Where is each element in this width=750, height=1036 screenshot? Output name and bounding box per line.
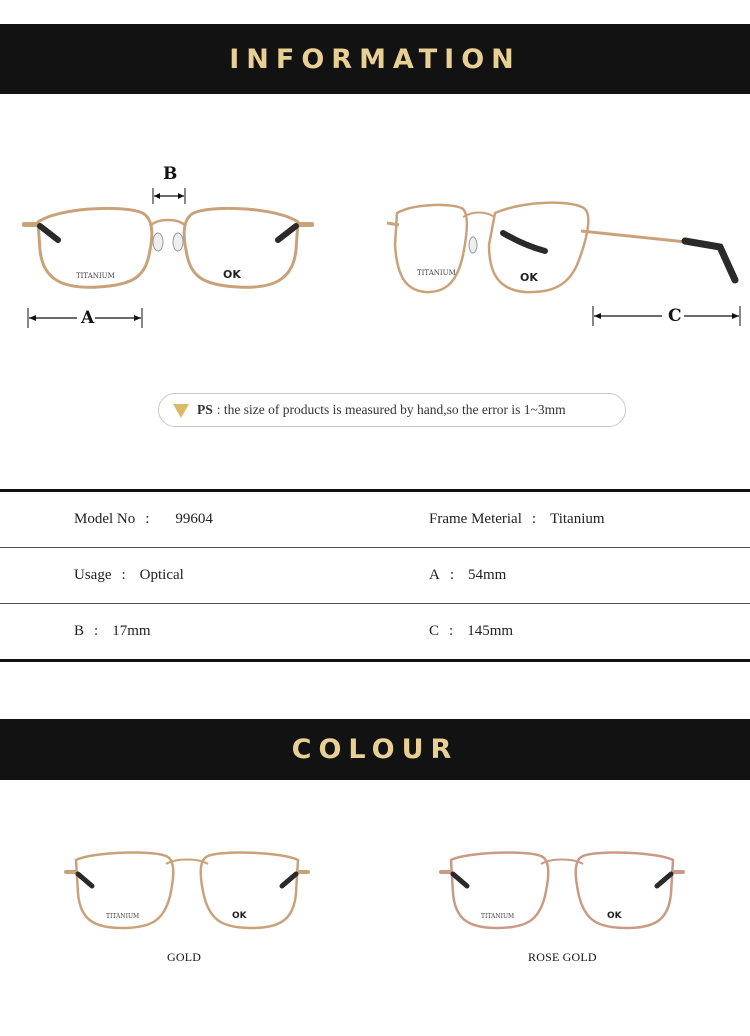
spec-model-no: Model No : 99604 — [74, 511, 213, 527]
spec-usage: Usage : Optical — [74, 567, 184, 583]
colour-banner — [0, 719, 750, 780]
dimension-c-arrow — [592, 306, 742, 326]
side-logo-mark: OK — [520, 271, 538, 284]
table-row — [0, 604, 750, 659]
information-banner — [0, 24, 750, 94]
spec-value: 99604 — [175, 511, 213, 527]
information-title: INFORMATION — [229, 43, 521, 75]
gold-glasses-image[interactable] — [62, 848, 312, 938]
temple-brand-text: TITANIUM — [76, 272, 115, 280]
spec-key: Model No — [74, 511, 136, 527]
warning-icon — [173, 404, 189, 418]
spec-value: 145mm — [467, 623, 514, 639]
spec-table — [0, 489, 750, 662]
measurement-note — [158, 393, 626, 427]
side-view-glasses — [385, 195, 745, 305]
spec-value: Optical — [139, 567, 184, 583]
spec-key: Frame Meterial — [429, 511, 522, 527]
spec-a: A : 54mm — [429, 567, 507, 583]
spec-key: Usage — [74, 567, 112, 583]
spec-value: 54mm — [468, 567, 507, 583]
spec-key: A — [429, 567, 440, 583]
note-text: : the size of products is measured by hand,so the error is 1~3mm — [216, 402, 566, 417]
spec-value: Titanium — [550, 511, 605, 527]
spec-c: C : 145mm — [429, 623, 514, 639]
spec-key: C — [429, 623, 440, 639]
spec-value: 17mm — [112, 623, 151, 639]
rose-logo-mark: OK — [607, 911, 622, 921]
spec-b: B : 17mm — [74, 623, 151, 639]
note-prefix: PS — [197, 402, 213, 417]
side-temple-brand-text: TITANIUM — [417, 269, 456, 277]
dimension-b-label: B — [163, 164, 178, 184]
spec-key: B — [74, 623, 85, 639]
colour-option-rose-gold: ROSE GOLD — [528, 950, 597, 964]
spec-frame-material: Frame Meterial : Titanium — [429, 511, 605, 527]
table-bottom-rule — [0, 659, 750, 662]
dimension-a-label: A — [81, 308, 95, 328]
front-view-glasses — [18, 190, 318, 300]
table-row — [0, 548, 750, 603]
gold-temple-text: TITANIUM — [106, 913, 140, 920]
dimension-c-label: C — [668, 306, 682, 326]
logo-mark: OK — [223, 268, 241, 281]
colour-option-gold: GOLD — [167, 950, 202, 964]
colour-title: COLOUR — [291, 734, 459, 765]
rose-temple-text: TITANIUM — [481, 913, 515, 920]
dimension-b-arrow — [152, 188, 186, 204]
gold-logo-mark: OK — [232, 911, 247, 921]
table-row — [0, 492, 750, 547]
rose-gold-glasses-image[interactable] — [437, 848, 687, 938]
